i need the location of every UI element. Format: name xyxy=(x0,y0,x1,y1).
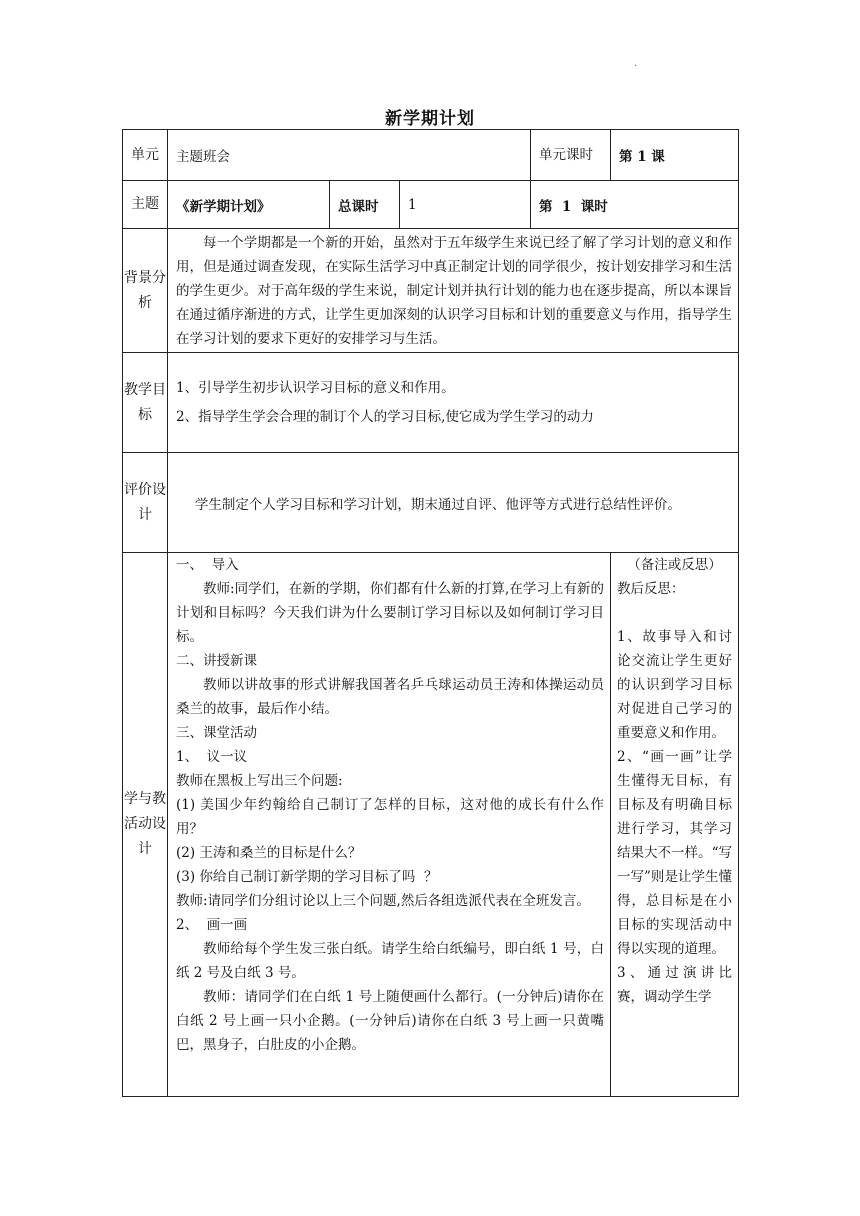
notes-header: （备注或反思） xyxy=(627,557,722,573)
topic-label: 主题 xyxy=(123,181,168,229)
page-title: 新学期计划 xyxy=(385,109,475,129)
background-cell xyxy=(168,229,739,353)
background-label: 背景分析 xyxy=(123,229,168,353)
notes-item: 3、通过演讲比赛，调动学生学 xyxy=(617,965,732,1005)
activity-line: 教师以讲故事的形式讲解我国著名乒乓球运动员王涛和体操运动员桑兰的故事，最后作小结。 xyxy=(176,677,604,717)
goals-row xyxy=(123,353,739,453)
background-row xyxy=(123,229,739,353)
evaluation-text: 学生制定个人学习目标和学习计划，期末通过自评、他评等方式进行总结性评价。 xyxy=(194,496,681,513)
activity-line: 2、 画一画 xyxy=(176,917,248,933)
evaluation-row xyxy=(123,453,739,553)
activity-line: (2) 王涛和桑兰的目标是什么？ xyxy=(176,845,362,861)
activity-line: 教师：请同学们在白纸 1 号上随便画什么都行。(一分钟后)请你在白纸 2 号上画一只小企鹅。(一分钟后)请你在白纸 3 号上画一只黄嘴巴，黑身子，白肚皮的小企鹅。 xyxy=(176,989,604,1053)
activity-line: 三、课堂活动 xyxy=(176,725,257,741)
activity-line: 教师在黑板上写出三个问题: xyxy=(176,773,343,789)
evaluation-label: 评价设计 xyxy=(123,453,168,553)
total-hours-value: 1 xyxy=(400,181,531,229)
activity-line: 教师:请同学们分组讨论以上三个问题,然后各组选派代表在全班发言。 xyxy=(176,893,590,909)
corner-dot: . xyxy=(634,58,638,69)
unit-label: 单元 xyxy=(123,130,168,181)
total-hours-label: 总课时 xyxy=(330,181,400,229)
activity-cell xyxy=(168,553,611,1097)
topic-row xyxy=(123,181,739,229)
notes-subheader: 教后反思： xyxy=(617,581,685,597)
activity-line: 一、 导入 xyxy=(176,557,239,573)
goal-item: 2、指导学生学会合理的制订个人的学习目标,使它成为学生学习的动力 xyxy=(176,408,594,425)
goal-item: 1、引导学生初步认识学习目标的意义和作用。 xyxy=(176,380,455,396)
notes-item: 2、“画一画”让学生懂得无目标，有目标及有明确目标进行学习，其学习结果大不一样。“写一写”则是让学生懂得，总目标是在小目标的实现活动中得以实现的道理。 xyxy=(617,749,732,957)
notes-item: 1、故事导入和讨论交流让学生更好的认识到学习目标对促进自己学习的重要意义和作用。 xyxy=(617,629,732,741)
activity-line: 1、 议一议 xyxy=(176,749,248,765)
activity-line: (3) 你给自己制订新学期的学习目标了吗 ？ xyxy=(176,869,438,885)
notes-spacer xyxy=(617,601,732,625)
evaluation-cell xyxy=(168,453,739,553)
activity-line: 二、讲授新课 xyxy=(176,653,257,669)
goals-cell xyxy=(168,353,739,453)
activity-line: 教师给每个学生发三张白纸。请学生给白纸编号，即白纸 1 号，白纸 2 号及白纸 3 号。 xyxy=(176,941,604,981)
lesson-plan-table xyxy=(122,129,739,1097)
unit-row xyxy=(123,130,739,181)
topic-value: 《新学期计划》 xyxy=(168,181,330,229)
activity-label: 学与教活动设计 xyxy=(123,553,168,1097)
activity-line: 教师:同学们，在新的学期，你们都有什么新的打算,在学习上有新的计划和目标吗？今天我们讲为什么要制订学习目标以及如何制订学习目标。 xyxy=(176,581,604,645)
goals-label: 教学目标 xyxy=(123,353,168,453)
unit-value: 主题班会 xyxy=(168,130,531,181)
hour-value: 第 1 课时 xyxy=(531,181,739,229)
background-text: 每一个学期都是一个新的开始，虽然对于五年级学生来说已经了解了学习计划的意义和作用，但是通过调查发现，在实际生活学习中真正制定计划的同学很少，按计划安排学习和生活的学生更少。对于高年级的学生来说，制定计划并执行计划的能力也在逐步提高，所以本课旨在通过循序渐进的方式，让学生更加深刻的认识学习目标和计划的重要意义与作用，指导学生在学习计划的要求下更好的安排学习与生活。 xyxy=(176,234,732,347)
notes-cell xyxy=(611,553,739,1097)
activity-line: (1) 美国少年约翰给自己制订了怎样的目标，这对他的成长有什么作用？ xyxy=(176,797,604,837)
lesson-value: 第 1 课 xyxy=(611,130,739,181)
activity-row xyxy=(123,553,739,1097)
lesson-label: 单元课时 xyxy=(531,130,611,181)
